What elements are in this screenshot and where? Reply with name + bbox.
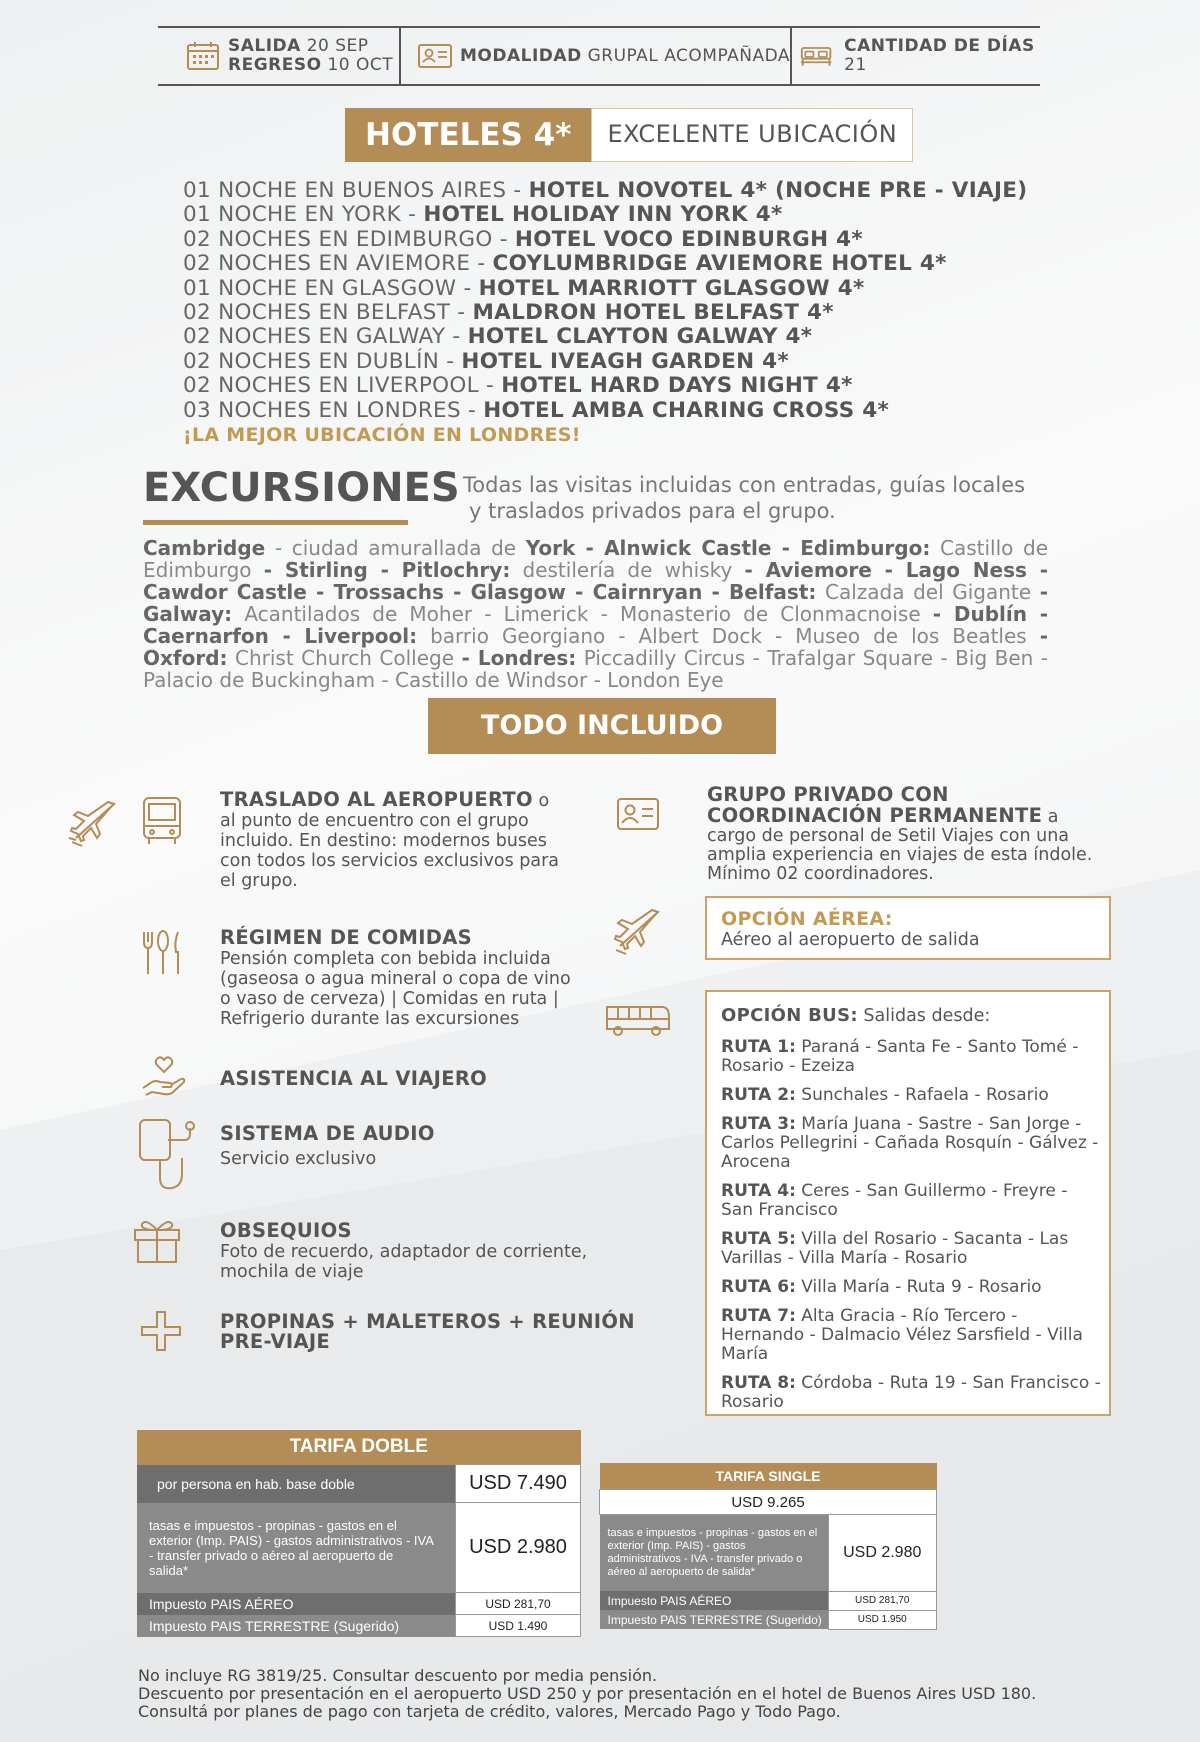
single-air-tax-value: USD 281,70 [828, 1591, 937, 1610]
bus-option-text: Salidas desde: [857, 1006, 991, 1026]
bus-icon [140, 795, 184, 847]
meals-feature [220, 926, 580, 1029]
gifts-title: OBSEQUIOS [220, 1219, 352, 1242]
mode-label: MODALIDAD [460, 45, 582, 66]
transfer-text: o al punto de encuentro con el grupo incluido. En destino: modernos buses con todos los servicios exclusivos para el grupo. [220, 791, 560, 891]
single-land-tax-label: Impuesto PAIS TERRESTRE (Sugerido) [600, 1610, 829, 1629]
footnote-line: Descuento por presentación en el aeropuerto USD 250 y por presentación en el hotel de Buenos Aires USD 180. [138, 1684, 1037, 1703]
id-card-icon [616, 796, 660, 832]
tariff-single-table [599, 1463, 937, 1630]
assistance-title: ASISTENCIA AL VIAJERO [220, 1067, 488, 1090]
single-taxes-price: USD 2.980 [828, 1515, 937, 1592]
plus-icon [140, 1310, 182, 1352]
calendar-icon [186, 41, 220, 71]
single-air-tax-label: Impuesto PAIS AÉREO [600, 1591, 829, 1610]
mode-value: GRUPAL ACOMPAÑADA [587, 45, 790, 66]
all-included-banner: TODO INCLUIDO [428, 698, 776, 754]
footnote-line: Consultá por planes de pago con tarjeta de crédito, valores, Mercado Pago y Todo Pago. [138, 1702, 841, 1721]
double-air-tax-label: Impuesto PAIS AÉREO [137, 1593, 456, 1615]
hotel-list-item: 03 NOCHES EN LONDRES - HOTEL AMBA CHARING CROSS 4* [183, 397, 890, 423]
tariff-double-title: TARIFA DOBLE [137, 1430, 581, 1465]
double-air-tax-value: USD 281,70 [456, 1593, 581, 1615]
bed-icon [800, 43, 832, 69]
excursions-itinerary: Cambridge - ciudad amurallada de York - Alnwick Castle - Edimburgo: Castillo de Edimburgo - Stirling - Pitlochry: destilería de whisky - Aviemore - Lago Ness - Cawdor Castle - Trossachs - Glasgow - Cairnryan - Belfast: Calzada del Gigante - Galway: Acantilados de Moher - Limerick - Monasterio de Clonmacnoise - Dublín - Caernarfon - Liverpool: barrio Georgiano - Albert Dock - Museo de los Beatles - Oxford: Christ Church College - Londres: Piccadilly Circus - Trafalgar Square - Big Ben - Palacio de Buckingham - Castillo de Windsor - London Eye [143, 536, 1049, 692]
coach-bus-icon [604, 1003, 672, 1039]
hotels-tagline: EXCELENTE UBICACIÓN [591, 108, 913, 162]
airplane-icon [612, 902, 666, 956]
tariff-double-table [137, 1430, 581, 1637]
air-option-box [705, 896, 1111, 960]
single-taxes-label: tasas e impuestos - propinas - gastos en el exterior (Imp. PAIS) - gastos administrativos - IVA - transfer privado o aéreo al aeropuerto de salida* [600, 1515, 829, 1592]
hotel-list-item: 01 NOCHE EN YORK - HOTEL HOLIDAY INN YORK 4* [183, 202, 783, 228]
departure-date: 20 SEP [306, 36, 369, 56]
double-land-tax-label: Impuesto PAIS TERRESTRE (Sugerido) [137, 1615, 456, 1637]
hotels-badge [345, 108, 913, 162]
double-land-tax-value: USD 1.490 [456, 1615, 581, 1637]
route-item: RUTA 1: Paraná - Santa Fe - Santo Tomé - Rosario - Ezeiza [721, 1037, 1079, 1076]
hotel-list-item: 02 NOCHES EN EDIMBURGO - HOTEL VOCO EDINBURGH 4* [183, 226, 863, 252]
double-taxes-price: USD 2.980 [456, 1503, 581, 1593]
hotel-list-item: 02 NOCHES EN LIVERPOOL - HOTEL HARD DAYS NIGHT 4* [183, 373, 853, 399]
excursions-subtitle: Todas las visitas incluidas con entradas, guías locales y traslados privados para el grupo. [463, 473, 1026, 523]
cutlery-icon [140, 928, 186, 976]
audio-title: SISTEMA DE AUDIO [220, 1122, 435, 1145]
tips-title-2: PRE-VIAJE [220, 1330, 331, 1353]
days-cell [800, 28, 1040, 84]
tips-title-1: PROPINAS + MALETEROS + REUNIÓN [220, 1310, 635, 1333]
tips-feature [220, 1312, 635, 1352]
audio-feature [220, 1122, 435, 1169]
gift-icon [132, 1216, 182, 1264]
double-taxes-label: tasas e impuestos - propinas - gastos en el exterior (Imp. PAIS) - gastos administrativos - IVA - transfer privado o aéreo al aeropuerto de salida* [137, 1503, 456, 1593]
route-item: RUTA 6: Villa María - Ruta 9 - Rosario [721, 1277, 1042, 1297]
group-title: GRUPO PRIVADO CON COORDINACIÓN PERMANENTE [707, 783, 1043, 827]
care-hand-icon [140, 1052, 188, 1098]
single-land-tax-value: USD 1.950 [828, 1610, 937, 1629]
route-item: RUTA 2: Sunchales - Rafaela - Rosario [721, 1085, 1049, 1105]
footnotes [138, 1667, 1138, 1721]
hotel-list-item: 02 NOCHES EN AVIEMORE - COYLUMBRIDGE AVIEMORE HOTEL 4* [183, 251, 947, 277]
hotels-category: HOTELES 4* [345, 108, 591, 162]
return-date: 10 OCT [327, 55, 394, 75]
return-label: REGRESO [228, 55, 322, 75]
days-value: 21 [844, 55, 867, 75]
bus-option-box [705, 990, 1111, 1416]
double-base-label: por persona en hab. base doble [137, 1465, 456, 1503]
hotel-list-item: 02 NOCHES EN BELFAST - MALDRON HOTEL BELFAST 4* [183, 300, 834, 326]
route-item: RUTA 4: Ceres - San Guillermo - Freyre - San Francisco [721, 1181, 1068, 1220]
air-option-text: Aéreo al aeropuerto de salida [721, 930, 980, 950]
excursions-underline [143, 520, 408, 525]
bus-option-title: OPCIÓN BUS: [721, 1005, 858, 1026]
route-item: RUTA 5: Villa del Rosario - Sacanta - Las Varillas - Villa María - Rosario [721, 1229, 1069, 1268]
single-base-price: USD 9.265 [600, 1490, 937, 1515]
trip-summary-bar [158, 26, 1040, 86]
group-text: a cargo de personal de Setil Viajes con una amplia experiencia en viajes de esta índole. Mínimo 02 coordinadores. [707, 807, 1093, 884]
meals-text: Pensión completa con bebida incluida (gaseosa o agua mineral o copa de vino o vaso de cerveza) | Comidas en ruta | Refrigerio durante las excursiones [220, 949, 571, 1029]
airplane-icon [68, 794, 122, 848]
hotel-list [183, 179, 1083, 447]
transfer-feature [220, 790, 570, 891]
dates-cell [186, 28, 393, 84]
gifts-text: Foto de recuerdo, adaptador de corriente, mochila de viaje [220, 1242, 588, 1282]
hotel-list-item: 01 NOCHE EN BUENOS AIRES - HOTEL NOVOTEL 4* (NOCHE PRE - VIAJE) [183, 178, 1028, 203]
meals-title: RÉGIMEN DE COMIDAS [220, 926, 472, 949]
best-location-highlight: ¡LA MEJOR UBICACIÓN EN LONDRES! [183, 424, 581, 447]
footnote-line: No incluye RG 3819/25. Consultar descuento por media pensión. [138, 1666, 658, 1685]
assistance-feature [220, 1067, 487, 1090]
route-item: RUTA 3: María Juana - Sastre - San Jorge - Carlos Pellegrini - Cañada Rosquín - Gálvez - Arocena [721, 1114, 1099, 1172]
transfer-title: TRASLADO AL AEROPUERTO [220, 788, 533, 811]
hotel-list-item: 02 NOCHES EN GALWAY - HOTEL CLAYTON GALWAY 4* [183, 324, 813, 350]
route-item: RUTA 7: Alta Gracia - Río Tercero - Hernando - Dalmacio Vélez Sarsfield - Villa María [721, 1306, 1083, 1364]
air-option-title: OPCIÓN AÉREA: [721, 908, 893, 930]
days-label: CANTIDAD DE DÍAS [844, 36, 1035, 56]
route-item: RUTA 8: Córdoba - Ruta 19 - San Francisco - Rosario [721, 1373, 1101, 1412]
double-base-price: USD 7.490 [456, 1465, 581, 1503]
tariff-single-title: TARIFA SINGLE [600, 1463, 937, 1490]
hotel-list-item: 02 NOCHES EN DUBLÍN - HOTEL IVEAGH GARDEN 4* [183, 348, 789, 374]
audio-guide-icon [138, 1118, 200, 1194]
hotel-list-item: 01 NOCHE EN GLASGOW - HOTEL MARRIOTT GLASGOW 4* [183, 275, 865, 301]
excursions-title: EXCURSIONES [143, 465, 460, 511]
audio-text: Servicio exclusivo [220, 1149, 377, 1169]
gifts-feature [220, 1219, 610, 1282]
group-feature [707, 785, 1107, 884]
mode-cell [418, 28, 790, 84]
departure-label: SALIDA [228, 36, 301, 56]
id-card-icon [418, 43, 452, 69]
